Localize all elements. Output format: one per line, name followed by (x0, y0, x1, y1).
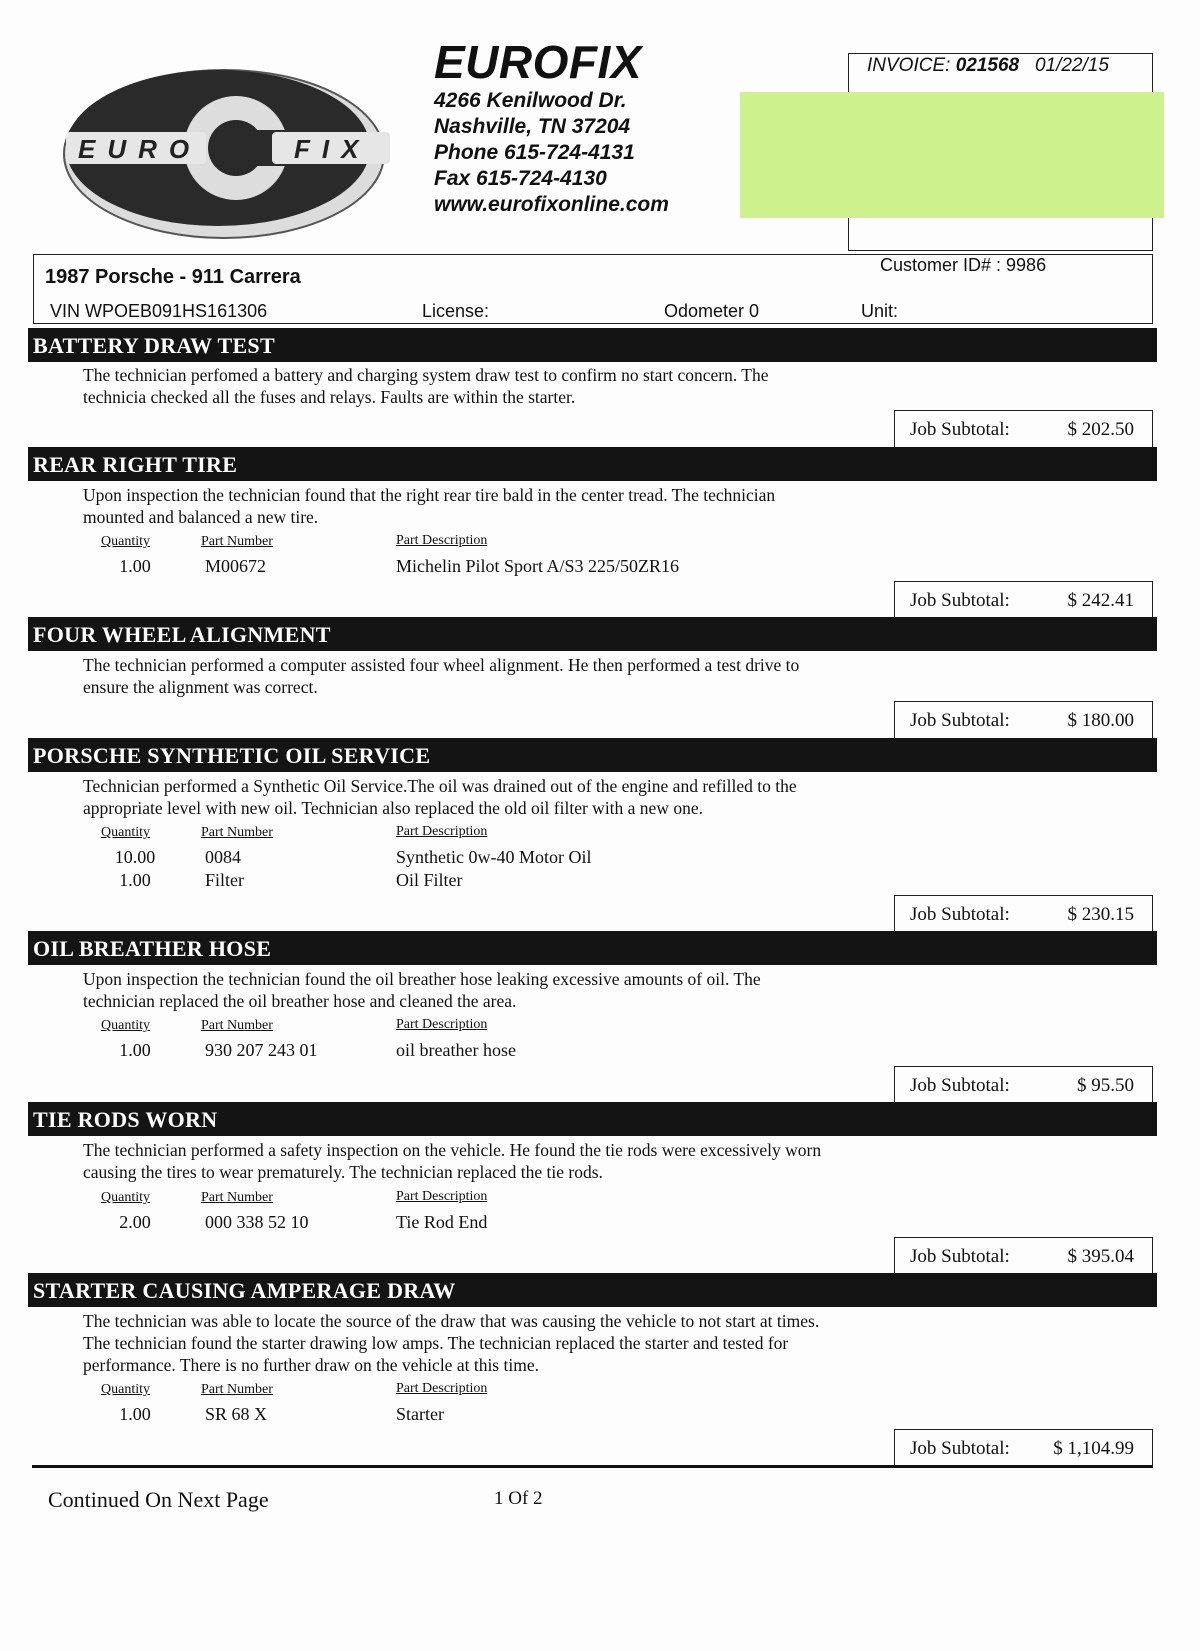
desc-line: The technician performed a computer assisted four wheel alignment. He then performed a test drive to (83, 655, 800, 675)
col-quantity: Quantity (101, 1382, 150, 1397)
vehicle-title: 1987 Porsche - 911 Carrera (45, 266, 301, 288)
col-quantity: Quantity (101, 1190, 150, 1205)
part-number: SR 68 X (205, 1404, 268, 1424)
part-qty: 2.00 (119, 1212, 151, 1232)
job-subtotal (894, 701, 1153, 739)
job-header: BATTERY DRAW TEST (28, 328, 1157, 362)
logo-text-fix: FIX (294, 134, 371, 164)
invoice-number: 021568 (955, 55, 1020, 76)
part-number: 0084 (205, 847, 241, 867)
part-description: Michelin Pilot Sport A/S3 225/50ZR16 (396, 556, 680, 576)
subtotal-label: Job Subtotal: (910, 1246, 1010, 1267)
license: License: (422, 301, 490, 321)
subtotal-value: $ 242.41 (1067, 590, 1134, 611)
col-part-number: Part Number (201, 1382, 273, 1397)
job-description (83, 1310, 963, 1376)
part-qty: 1.00 (119, 1040, 151, 1060)
page-number: 1 Of 2 (494, 1488, 543, 1509)
subtotal-label: Job Subtotal: (910, 710, 1010, 731)
job-description (83, 654, 933, 698)
company-address-1: 4266 Kenilwood Dr. (434, 89, 627, 112)
col-part-description: Part Description (396, 1189, 488, 1204)
eurofix-logo (58, 62, 394, 242)
subtotal-label: Job Subtotal: (910, 590, 1010, 611)
job-header: FOUR WHEEL ALIGNMENT (28, 617, 1157, 651)
desc-line: Upon inspection the technician found that the right rear tire bald in the center tread. The technician (83, 485, 776, 505)
subtotal-label: Job Subtotal: (910, 904, 1010, 925)
desc-line: Upon inspection the technician found the oil breather hose leaking excessive amounts of oil. The (83, 969, 761, 989)
desc-line: Technician performed a Synthetic Oil Service.The oil was drained out of the engine and refilled to the (83, 776, 797, 796)
job-subtotal (894, 410, 1153, 448)
part-qty: 1.00 (119, 556, 151, 576)
company-website[interactable]: www.eurofixonline.com (434, 193, 669, 216)
company-fax: Fax 615-724-4130 (434, 167, 607, 190)
subtotal-value: $ 395.04 (1067, 1246, 1134, 1267)
col-part-description: Part Description (396, 533, 488, 548)
subtotal-label: Job Subtotal: (910, 419, 1010, 440)
invoice-label: INVOICE: (867, 55, 951, 76)
desc-line: causing the tires to wear prematurely. The technician replaced the tie rods. (83, 1162, 603, 1182)
desc-line: The technician found the starter drawing low amps. The technician replaced the starter and tested for (83, 1333, 789, 1353)
job-header: PORSCHE SYNTHETIC OIL SERVICE (28, 738, 1157, 772)
part-qty: 1.00 (119, 870, 151, 890)
col-quantity: Quantity (101, 825, 150, 840)
job-subtotal (894, 895, 1153, 933)
continued-note: Continued On Next Page (48, 1487, 269, 1512)
job-subtotal (894, 1237, 1153, 1275)
job-header: OIL BREATHER HOSE (28, 931, 1157, 965)
job-description (83, 484, 933, 528)
job-header: STARTER CAUSING AMPERAGE DRAW (28, 1273, 1157, 1307)
col-part-description: Part Description (396, 1381, 488, 1396)
part-number: 000 338 52 10 (205, 1212, 309, 1232)
job-header: TIE RODS WORN (28, 1102, 1157, 1136)
subtotal-value: $ 1,104.99 (1053, 1438, 1134, 1459)
desc-line: The technician perfomed a battery and charging system draw test to confirm no start concern. The (83, 365, 769, 385)
customer-id: Customer ID# : 9986 (880, 255, 1047, 275)
bottom-rule (32, 1465, 1153, 1468)
company-address-2: Nashville, TN 37204 (434, 115, 631, 138)
job-subtotal (894, 1066, 1153, 1104)
job-subtotal (894, 581, 1153, 619)
subtotal-label: Job Subtotal: (910, 1438, 1010, 1459)
col-quantity: Quantity (101, 1018, 150, 1033)
company-phone: Phone 615-724-4131 (434, 141, 635, 164)
desc-line: technicia checked all the fuses and relays. Faults are within the starter. (83, 387, 576, 407)
vin: VIN WPOEB091HS161306 (50, 301, 268, 321)
col-quantity: Quantity (101, 534, 150, 549)
col-part-description: Part Description (396, 824, 488, 839)
redaction-sticky-note (740, 92, 1164, 218)
part-description: Tie Rod End (396, 1212, 488, 1232)
job-description (83, 775, 933, 819)
invoice-date: 01/22/15 (1034, 55, 1109, 76)
desc-line: The technician was able to locate the source of the draw that was causing the vehicle to not start at times. (83, 1311, 820, 1331)
part-number: M00672 (205, 556, 267, 576)
col-part-number: Part Number (201, 534, 273, 549)
job-header: REAR RIGHT TIRE (28, 447, 1157, 481)
desc-line: technician replaced the oil breather hose and cleaned the area. (83, 991, 517, 1011)
part-number: 930 207 243 01 (205, 1040, 318, 1060)
col-part-number: Part Number (201, 1018, 273, 1033)
subtotal-value: $ 230.15 (1067, 904, 1134, 925)
invoice-line (867, 55, 1109, 77)
subtotal-label: Job Subtotal: (910, 1075, 1010, 1096)
col-part-number: Part Number (201, 825, 273, 840)
logo-text-euro: EURO (78, 134, 202, 164)
part-description: Synthetic 0w-40 Motor Oil (396, 847, 592, 867)
part-qty: 1.00 (119, 1404, 151, 1424)
part-number: Filter (205, 870, 244, 890)
odometer: Odometer 0 (664, 301, 760, 321)
subtotal-value: $ 202.50 (1067, 419, 1134, 440)
job-description (83, 364, 933, 408)
part-description: Oil Filter (396, 870, 463, 890)
unit: Unit: (861, 301, 899, 321)
desc-line: mounted and balanced a new tire. (83, 507, 319, 527)
job-description (83, 1139, 933, 1183)
part-qty: 10.00 (114, 847, 156, 867)
job-subtotal (894, 1429, 1153, 1467)
col-part-description: Part Description (396, 1017, 488, 1032)
desc-line: performance. There is no further draw on the vehicle at this time. (83, 1355, 539, 1375)
subtotal-value: $ 95.50 (1077, 1075, 1134, 1096)
part-description: Starter (396, 1404, 444, 1424)
company-name: EUROFIX (434, 36, 642, 88)
job-description (83, 968, 933, 1012)
desc-line: ensure the alignment was correct. (83, 677, 318, 697)
desc-line: The technician performed a safety inspection on the vehicle. He found the tie rods were excessively worn (83, 1140, 822, 1160)
desc-line: appropriate level with new oil. Technician also replaced the old oil filter with a new one. (83, 798, 703, 818)
part-description: oil breather hose (396, 1040, 516, 1060)
subtotal-value: $ 180.00 (1067, 710, 1134, 731)
col-part-number: Part Number (201, 1190, 273, 1205)
